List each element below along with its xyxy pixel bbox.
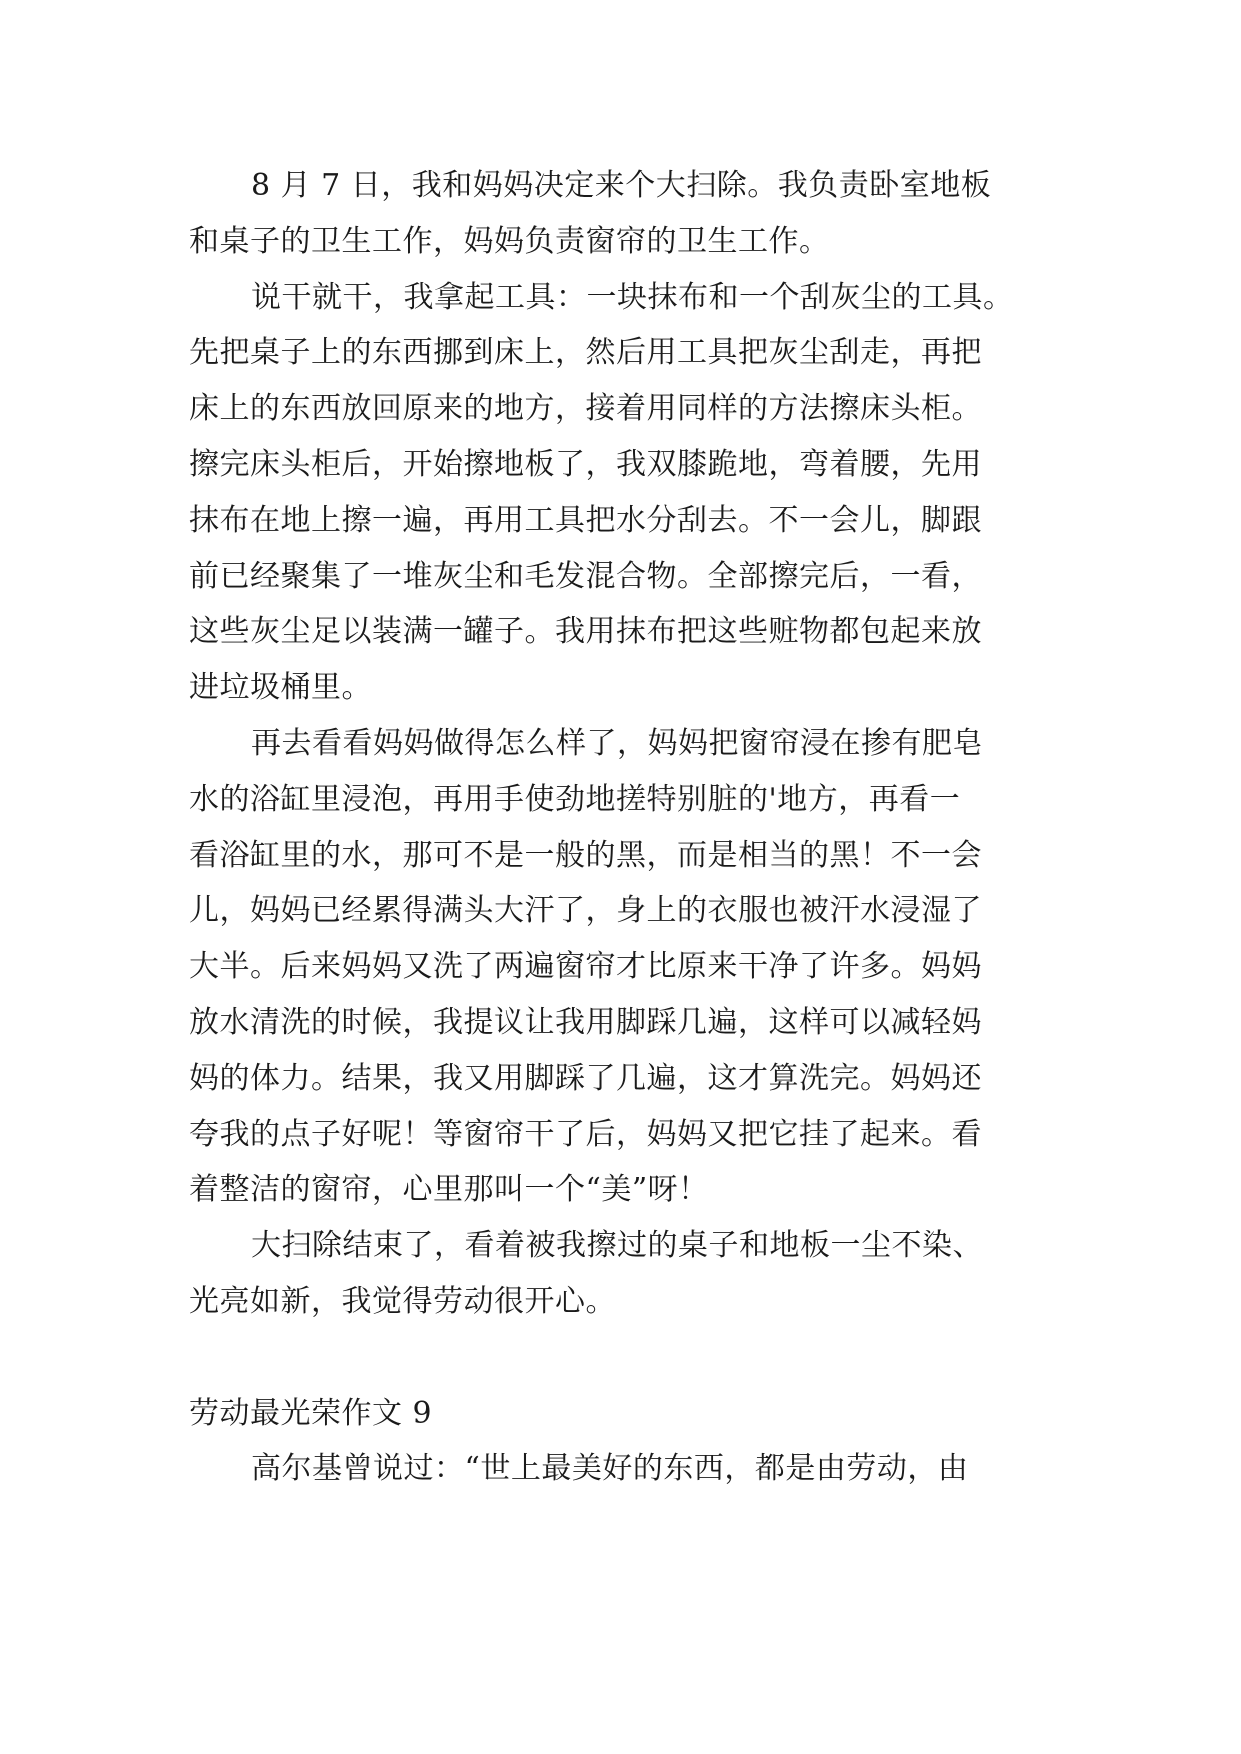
paragraph [189,158,1049,270]
blank-line [189,1330,1049,1386]
text-line: 说干就干，我拿起工具：一块抹布和一个刮灰尘的工具。 [251,279,1014,315]
text-line: 着整洁的窗帘，心里那叫一个“美”呀！ [189,1172,709,1208]
text-line: 进垃圾桶里。 [189,670,372,706]
text-line: 光亮如新，我觉得劳动很开心。 [189,1283,616,1319]
text-line: 和桌子的卫生工作，妈妈负责窗帘的卫生工作。 [189,223,830,259]
section-title: 劳动最光荣作文 9 [189,1395,433,1431]
text-line: 高尔基曾说过：“世上最美好的东西，都是由劳动，由 [251,1451,969,1487]
text-line: 妈的体力。结果，我又用脚踩了几遍，这才算洗完。妈妈还 [189,1060,982,1096]
text-line: 夸我的点子好呢！等窗帘干了后，妈妈又把它挂了起来。看 [189,1116,982,1152]
document-body [189,158,1049,1497]
text-line: 先把桌子上的东西挪到床上，然后用工具把灰尘刮走，再把 [189,335,982,371]
text-line: 水的浴缸里浸泡，再用手使劲地搓特别脏的'地方，再看一 [189,781,961,817]
text-line: 前已经聚集了一堆灰尘和毛发混合物。全部擦完后，一看， [189,558,982,594]
text-line: 8 月 7 日，我和妈妈决定来个大扫除。我负责卧室地板 [251,168,992,203]
text-line: 儿，妈妈已经累得满头大汗了，身上的衣服也被汗水浸湿了 [189,893,982,929]
text-line: 大扫除结束了，看着被我擦过的桌子和地板一尘不染、 [251,1228,983,1264]
paragraph [189,1218,1049,1330]
paragraph [189,270,1049,716]
text-line: 放水清洗的时候，我提议让我用脚踩几遍，这样可以减轻妈 [189,1004,982,1040]
text-line: 看浴缸里的水，那可不是一般的黑，而是相当的黑！不一会 [189,837,982,873]
text-line: 擦完床头柜后，开始擦地板了，我双膝跪地，弯着腰，先用 [189,446,982,482]
text-line: 床上的东西放回原来的地方，接着用同样的方法擦床头柜。 [189,391,982,427]
text-line: 这些灰尘足以装满一罐子。我用抹布把这些赃物都包起来放 [189,614,982,650]
text-line: 大半。后来妈妈又洗了两遍窗帘才比原来干净了许多。妈妈 [189,949,982,985]
text-line: 抹布在地上擦一遍，再用工具把水分刮去。不一会儿，脚跟 [189,502,982,538]
paragraph [189,1441,1049,1497]
text-line: 再去看看妈妈做得怎么样了，妈妈把窗帘浸在掺有肥皂 [251,725,983,761]
paragraph [189,716,1049,1218]
